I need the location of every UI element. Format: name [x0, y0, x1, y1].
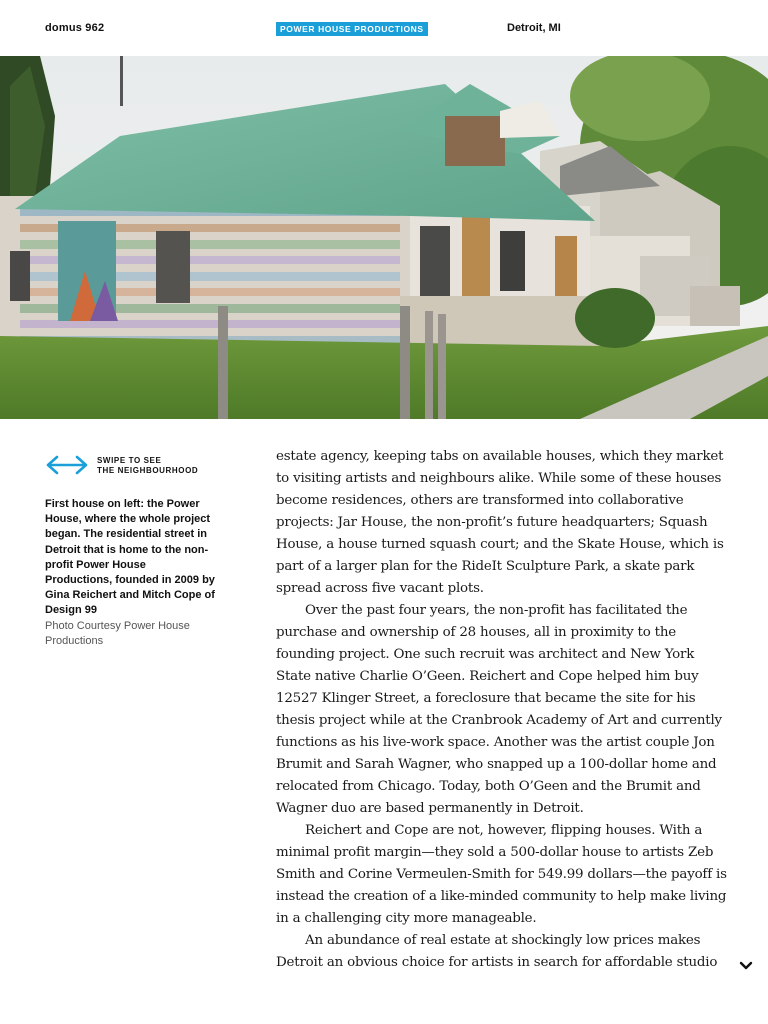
street-houses-photo [0, 56, 768, 419]
article-paragraph: Over the past four years, the non-profit has facilitated the purchase and ownership of 28 houses, all in proximity to the founding project. One such recruit was architect and New York State native Charlie O’Geen. Reichert and Cope helped him buy 12527 Klinger Street, a foreclosure that became the site for his thesis project while at the Cranbrook Academy of Art and currently functions as his live-work space. Another was the artist couple Jon Brumit and Sarah Wagner, who snapped up a 100-dollar home and relocated from Chicago. Today, both O’Geen and the Brumit and Wagner duo are based permanently in Detroit. [276, 603, 722, 816]
left-right-arrow-icon [45, 453, 89, 477]
swipe-neighbourhood-hint[interactable] [45, 453, 245, 479]
swipe-hint-line2: THE NEIGHBOURHOOD [97, 465, 199, 475]
magazine-issue: domus 962 [45, 22, 105, 34]
article-paragraph: estate agency, keeping tabs on available houses, which they market to visiting artists and neighbours alike. While some of these houses become residences, others are transformed into collaborative projects: Jar House, the non-profit’s future headquarters; Squash House, a house turned squash court; and the Skate House, which is part of a larger plan for the RideIt Sculpture Park, a skate park spread across five vacant plots. [276, 449, 724, 596]
photo-caption [45, 497, 215, 649]
photo-credit: Photo Courtesy Power House Productions [45, 619, 190, 647]
swipe-hint-text [97, 456, 198, 475]
hero-photo[interactable] [0, 56, 768, 419]
article-paragraph: An abundance of real estate at shockingly low prices makes Detroit an obvious choice for artists in search for affordable studio [276, 933, 718, 970]
chevron-down-icon[interactable] [737, 957, 755, 973]
location-label: Detroit, MI [507, 22, 561, 34]
article-paragraph: Reichert and Cope are not, however, flipping houses. With a minimal profit margin—they sold a 500-dollar house to artists Zeb Smith and Corine Vermeulen-Smith for 549.99 dollars—the payoff is instead the creation of a like-minded community to help make living in a challenging city more manageable. [276, 823, 727, 926]
section-tag: POWER HOUSE PRODUCTIONS [276, 22, 428, 36]
article-body [276, 446, 728, 974]
swipe-hint-line1: SWIPE TO SEE [97, 456, 162, 465]
page-header [0, 0, 768, 56]
caption-text: First house on left: the Power House, where the whole project began. The residential street in Detroit that is home to the non-profit Power House Productions, founded in 2009 by Gina Reichert and Mitch Cope of Design 99 [45, 498, 215, 617]
